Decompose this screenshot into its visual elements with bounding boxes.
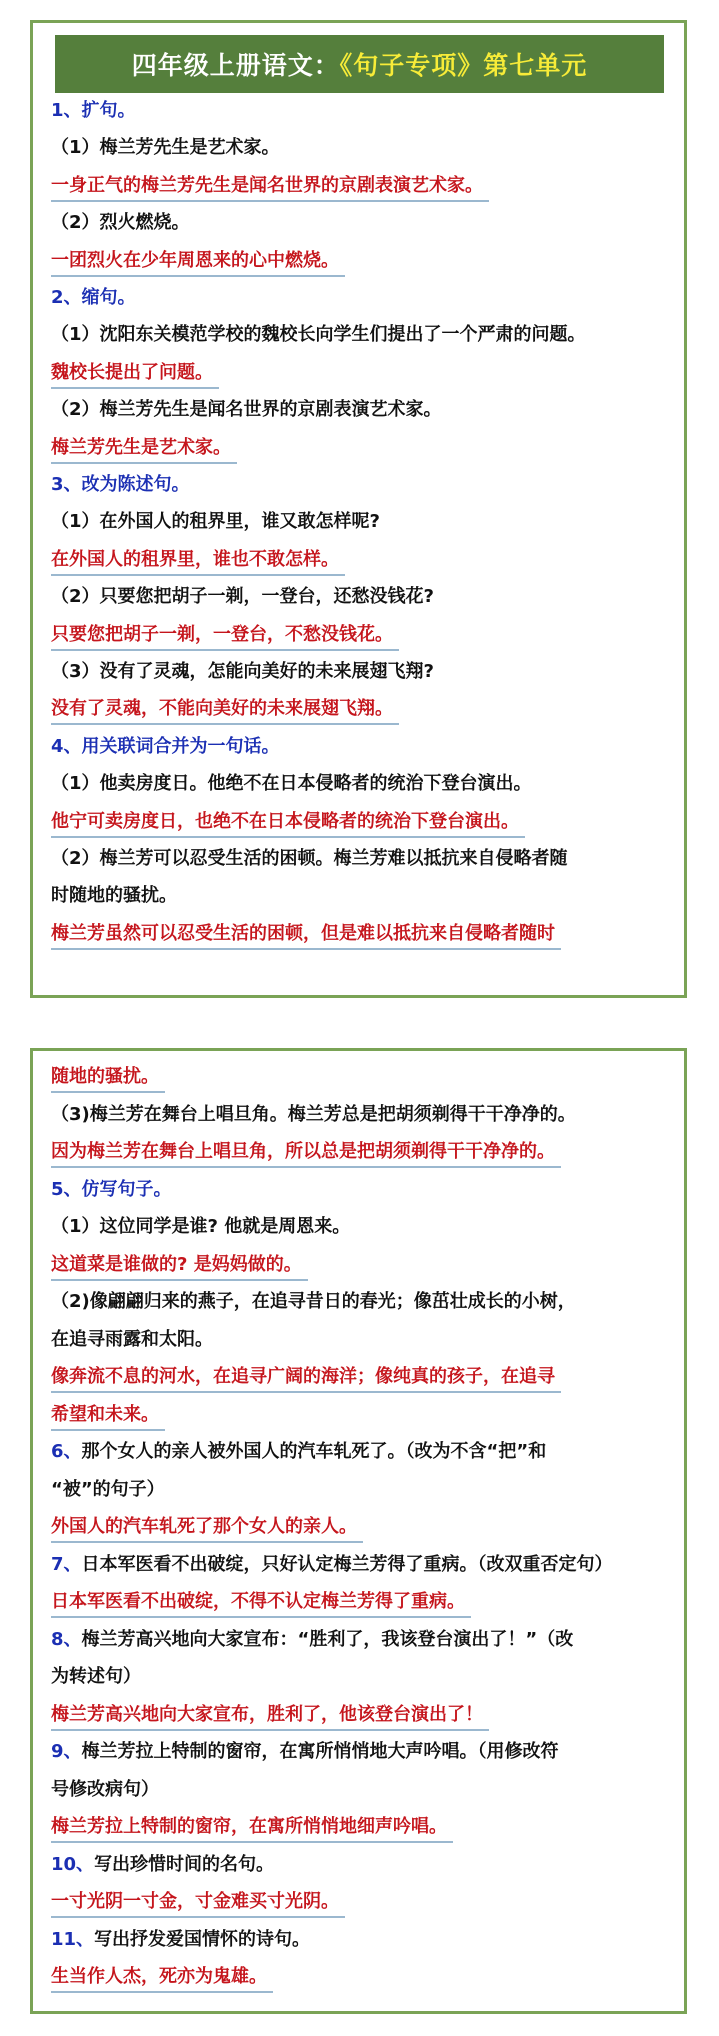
answer-text-line xyxy=(51,810,525,838)
answer-text: 外国人的汽车轧死了那个女人的亲人。 xyxy=(51,1515,363,1543)
question-number: 9、 xyxy=(51,1741,82,1762)
answer-text: 生当作人杰，死亦为鬼雄。 xyxy=(51,1965,273,1993)
question-text: “被”的句子） xyxy=(51,1479,165,1500)
worksheet-card-1 xyxy=(30,20,687,998)
question-text-line xyxy=(51,1928,310,1952)
answer-text: 这道菜是谁做的? 是妈妈做的。 xyxy=(51,1253,308,1281)
section-heading-line xyxy=(51,1178,172,1202)
question-text-line xyxy=(51,1478,165,1502)
question-text: （3)梅兰芳在舞台上唱旦角。梅兰芳总是把胡须剃得干干净净的。 xyxy=(51,1104,576,1125)
question-text-line xyxy=(51,660,434,684)
question-text: （2）烈火燃烧。 xyxy=(51,212,190,233)
answer-text-line xyxy=(51,1815,453,1843)
answer-text-line xyxy=(51,1890,345,1918)
answer-text: 像奔流不息的河水，在追寻广阔的海洋；像纯真的孩子，在追寻 xyxy=(51,1365,561,1393)
question-text: （1）这位同学是谁? 他就是周恩来。 xyxy=(51,1216,351,1237)
question-text: （1）在外国人的租界里，谁又敢怎样呢? xyxy=(51,511,380,532)
answer-text: 日本军医看不出破绽，不得不认定梅兰芳得了重病。 xyxy=(51,1590,471,1618)
question-text: 时随地的骚扰。 xyxy=(51,885,177,906)
question-text: （1）他卖房度日。他绝不在日本侵略者的统治下登台演出。 xyxy=(51,773,532,794)
answer-text: 随地的骚扰。 xyxy=(51,1065,165,1093)
question-number: 7、 xyxy=(51,1554,82,1575)
answer-text-line xyxy=(51,361,219,389)
answer-text: 梅兰芳拉上特制的窗帘，在寓所悄悄地细声吟唱。 xyxy=(51,1815,453,1843)
question-text: 那个女人的亲人被外国人的汽车轧死了。（改为不含“把”和 xyxy=(81,1441,547,1462)
question-text-line xyxy=(51,772,532,796)
question-text-line xyxy=(51,884,177,908)
answer-text-line xyxy=(51,1703,489,1731)
question-text: （2）梅兰芳可以忍受生活的困顿。梅兰芳难以抵抗来自侵略者随 xyxy=(51,848,568,869)
question-text-line xyxy=(51,1778,159,1802)
question-text: （2)像翩翩归来的燕子，在追寻昔日的春光；像茁壮成长的小树， xyxy=(51,1291,576,1312)
answer-text: 梅兰芳先生是艺术家。 xyxy=(51,436,237,464)
answer-text-line xyxy=(51,623,399,651)
answer-text-line xyxy=(51,1965,273,1993)
question-text-line xyxy=(51,1740,559,1764)
answer-text-line xyxy=(51,1065,165,1093)
answer-text: 因为梅兰芳在舞台上唱旦角，所以总是把胡须剃得干干净净的。 xyxy=(51,1140,561,1168)
question-text-line xyxy=(51,510,380,534)
question-text: 日本军医看不出破绽，只好认定梅兰芳得了重病。（改双重否定句） xyxy=(81,1554,613,1575)
answer-text-line xyxy=(51,1253,308,1281)
question-text: 梅兰芳高兴地向大家宣布：“胜利了，我该登台演出了！”（改 xyxy=(81,1629,574,1650)
answer-text-line xyxy=(51,1365,561,1393)
question-text: 在追寻雨露和太阳。 xyxy=(51,1329,213,1350)
answer-text: 只要您把胡子一剃，一登台，不愁没钱花。 xyxy=(51,623,399,651)
answer-text: 一寸光阴一寸金，寸金难买寸光阴。 xyxy=(51,1890,345,1918)
question-text-line xyxy=(51,1290,576,1314)
section-heading: 2、缩句。 xyxy=(51,287,136,308)
question-text-line xyxy=(51,847,568,871)
page-title xyxy=(132,46,588,82)
answer-text-line xyxy=(51,1515,363,1543)
section-heading-line xyxy=(51,473,190,497)
answer-text: 在外国人的租界里，谁也不敢怎样。 xyxy=(51,548,345,576)
answer-text-line xyxy=(51,1403,165,1431)
question-text-line xyxy=(51,323,586,347)
question-text-line xyxy=(51,1328,213,1352)
answer-text: 一团烈火在少年周恩来的心中燃烧。 xyxy=(51,249,345,277)
question-text-line xyxy=(51,1665,141,1689)
question-text: （1）沈阳东关模范学校的魏校长向学生们提出了一个严肃的问题。 xyxy=(51,324,586,345)
question-text: 号修改病句） xyxy=(51,1779,159,1800)
answer-text: 希望和未来。 xyxy=(51,1403,165,1431)
question-text: 写出珍惜时间的名句。 xyxy=(94,1854,275,1875)
question-text: （1）梅兰芳先生是艺术家。 xyxy=(51,137,280,158)
section-heading: 3、改为陈述句。 xyxy=(51,474,190,495)
question-number: 11、 xyxy=(51,1929,95,1950)
question-text-line xyxy=(51,1553,613,1577)
title-banner xyxy=(55,35,664,93)
answer-text-line xyxy=(51,697,399,725)
question-text-line xyxy=(51,585,434,609)
question-text-line xyxy=(51,1628,573,1652)
question-number: 6、 xyxy=(51,1441,82,1462)
section-heading: 5、仿写句子。 xyxy=(51,1179,172,1200)
section-heading-line xyxy=(51,99,136,123)
answer-text: 梅兰芳高兴地向大家宣布，胜利了，他该登台演出了！ xyxy=(51,1703,489,1731)
question-text-line xyxy=(51,136,280,160)
section-heading: 1、扩句。 xyxy=(51,100,136,121)
question-text-line xyxy=(51,1215,350,1239)
answer-text: 他宁可卖房度日，也绝不在日本侵略者的统治下登台演出。 xyxy=(51,810,525,838)
question-text: （3）没有了灵魂，怎能向美好的未来展翅飞翔? xyxy=(51,661,434,682)
answer-text: 梅兰芳虽然可以忍受生活的困顿，但是难以抵抗来自侵略者随时 xyxy=(51,922,561,950)
question-text: 为转述句） xyxy=(51,1666,141,1687)
section-heading: 4、用关联词合并为一句话。 xyxy=(51,736,280,757)
question-number: 8、 xyxy=(51,1629,82,1650)
answer-text-line xyxy=(51,1140,561,1168)
answer-text-line xyxy=(51,548,345,576)
title-main: 四年级上册语文： xyxy=(131,51,340,80)
question-text: 梅兰芳拉上特制的窗帘，在寓所悄悄地大声吟唱。（用修改符 xyxy=(81,1741,559,1762)
question-text-line xyxy=(51,1853,274,1877)
answer-text: 没有了灵魂，不能向美好的未来展翅飞翔。 xyxy=(51,697,399,725)
answer-text-line xyxy=(51,436,237,464)
section-heading-line xyxy=(51,735,280,759)
answer-text: 一身正气的梅兰芳先生是闻名世界的京剧表演艺术家。 xyxy=(51,174,489,202)
question-text: （2）梅兰芳先生是闻名世界的京剧表演艺术家。 xyxy=(51,399,442,420)
question-text-line xyxy=(51,211,190,235)
question-text-line xyxy=(51,398,442,422)
section-heading-line xyxy=(51,286,136,310)
answer-text-line xyxy=(51,174,489,202)
question-number: 10、 xyxy=(51,1854,95,1875)
worksheet-card-2 xyxy=(30,1048,687,2014)
answer-text-line xyxy=(51,249,345,277)
question-text: （2）只要您把胡子一剃，一登台，还愁没钱花? xyxy=(51,586,434,607)
answer-text: 魏校长提出了问题。 xyxy=(51,361,219,389)
answer-text-line xyxy=(51,1590,471,1618)
question-text-line xyxy=(51,1440,546,1464)
question-text: 写出抒发爱国情怀的诗句。 xyxy=(94,1929,311,1950)
answer-text-line xyxy=(51,922,561,950)
title-highlight: 《句子专项》第七单元 xyxy=(339,51,588,80)
question-text-line xyxy=(51,1103,576,1127)
